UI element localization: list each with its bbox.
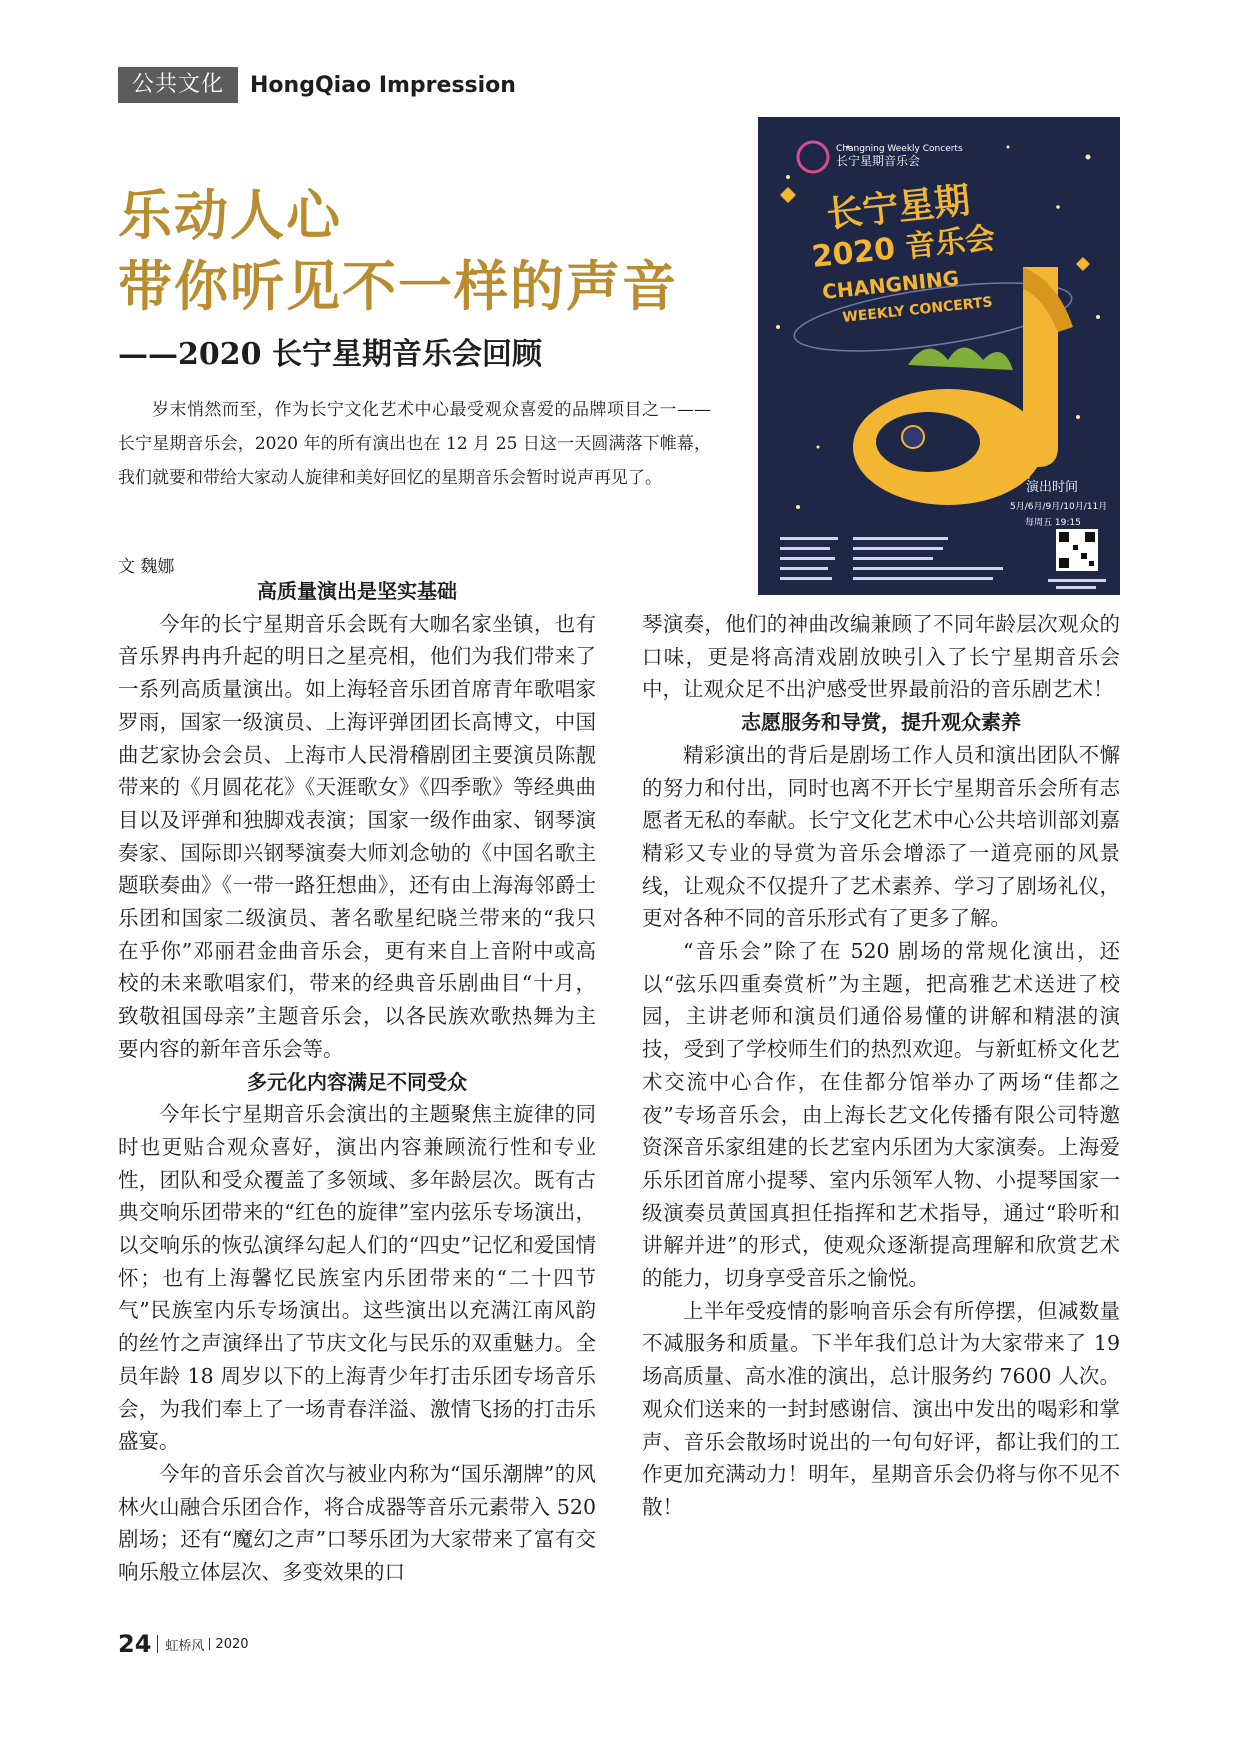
poster-show-time-label: 演出时间 bbox=[1026, 480, 1079, 495]
body-paragraph-continued: 琴演奏，他们的神曲改编兼顾了不同年龄层次观众的口味，更是将高清戏剧放映引入了长宁星期音乐会中，让观众足不出沪感受世界最前沿的音乐剧艺术！ bbox=[642, 612, 1120, 702]
footer-divider bbox=[209, 1638, 210, 1650]
body-paragraph: 今年的音乐会首次与被业内称为“国乐潮牌”的风林火山融合乐团合作，将合成器等音乐元素带入 520 剧场；还有“魔幻之声”口琴乐团为大家带来了富有交响乐般立体层次、多变效果的口 bbox=[118, 1461, 596, 1585]
page-number: 24 bbox=[118, 1630, 152, 1658]
section-heading-volunteer: 志愿服务和导赏，提升观众素养 bbox=[741, 710, 1021, 735]
article-column-left bbox=[118, 575, 596, 1589]
body-paragraph: 今年长宁星期音乐会演出的主题聚焦主旋律的同时也更贴合观众喜好，演出内容兼顾流行性和专业性，团队和受众覆盖了多领域、多年龄层次。既有古典交响乐团带来的“红色的旋律”室内弦乐专场演出，以交响乐的恢弘演绎勾起人们的“四史”记忆和爱国情怀；也有上海馨忆民族室内乐团带来的“二十四节气”民族室内乐专场演出。这些演出以充满江南风韵的丝竹之声演绎出了节庆文化与民乐的双重魅力。全员年龄 18 周岁以下的上海青少年打击乐团专场音乐会，为我们奉上了一场青春洋溢、激情飞扬的打击乐盛宴。 bbox=[118, 1102, 596, 1454]
poster-logo-en: Changning Weekly Concerts bbox=[836, 144, 963, 154]
poster-planet bbox=[902, 426, 924, 448]
article-title-line2: 带你听见不一样的声音 bbox=[118, 254, 678, 318]
body-paragraph: 精彩演出的背后是剧场工作人员和演出团队不懈的努力和付出，同时也离不开长宁星期音乐会所有志愿者无私的奉献。长宁文化艺术中心公共培训部刘嘉精彩又专业的导赏为音乐会增添了一道亮丽的风景线，让观众不仅提升了艺术素养、学习了剧场礼仪，更对各种不同的音乐形式有了更多了解。 bbox=[642, 742, 1120, 931]
poster-show-dates: 5月/6月/9月/10月/11月 bbox=[1010, 502, 1108, 512]
byline: 文 魏娜 bbox=[118, 557, 175, 577]
section-label-en: HongQiao Impression bbox=[250, 72, 516, 98]
lead-paragraph bbox=[118, 393, 711, 495]
poster-title-en1: CHANGNING bbox=[821, 265, 961, 304]
article-title-line1: 乐动人心 bbox=[118, 183, 342, 247]
article-subtitle: ——2020 长宁星期音乐会回顾 bbox=[118, 337, 542, 372]
body-paragraph: 上半年受疫情的影响音乐会有所停摆，但减数量不减服务和质量。下半年我们总计为大家带来了 19 场高质量、高水准的演出，总计服务约 7600 人次。观众们送来的一封封感谢信、演出中发出的喝彩和掌声、音乐会散场时说出的一句句好评，都让我们的工作更加充满动力！明年，星期音乐会仍将与你不见不散！ bbox=[642, 1298, 1120, 1519]
poster-image bbox=[758, 117, 1120, 595]
poster-title-line1: 长宁星期 bbox=[824, 180, 973, 236]
issue-year: 2020 bbox=[215, 1636, 249, 1652]
poster-logo-cn: 长宁星期音乐会 bbox=[836, 154, 921, 168]
poster-title-line2: 2020 音乐会 bbox=[810, 220, 997, 275]
section-heading-quality: 高质量演出是坚实基础 bbox=[257, 579, 457, 603]
poster-title-en2: WEEKLY CONCERTS bbox=[841, 294, 994, 326]
section-label-cn: 公共文化 bbox=[118, 67, 238, 103]
poster-note-hole bbox=[876, 412, 980, 472]
page-footer bbox=[118, 1630, 249, 1658]
poster-show-day: 每周五 19:15 bbox=[1025, 518, 1081, 528]
body-paragraph: 今年的长宁星期音乐会既有大咖名家坐镇，也有音乐界冉冉升起的明日之星亮相，他们为我们带来了一系列高质量演出。如上海轻音乐团首席青年歌唱家罗雨，国家一级演员、上海评弹团团长高博文，中国曲艺家协会会员、上海市人民滑稽剧团主要演员陈靓带来的《月圆花花》《天涯歌女》《四季歌》等经典曲目以及评弹和独脚戏表演；国家一级作曲家、钢琴演奏家、国际即兴钢琴演奏大师刘念劬的《中国名歌主题联奏曲》《一带一路狂想曲》，还有由上海海邻爵士乐团和国家二级演员、著名歌星纪晓兰带来的“我只在乎你”邓丽君金曲音乐会，更有来自上音附中或高校的未来歌唱家们，带来的经典音乐剧曲目“十月，致敬祖国母亲”主题音乐会，以各民族欢歌热舞为主要内容的新年音乐会等。 bbox=[118, 611, 596, 1061]
lead-text: 岁末悄然而至，作为长宁文化艺术中心最受观众喜爱的品牌项目之一——长宁星期音乐会，2020 年的所有演出也在 12 月 25 日这一天圆满落下帷幕，我们就要和带给大家动人旋律和美好回忆的星期音乐会暂时说声再见了。 bbox=[118, 400, 711, 488]
magazine-name: 虹桥风 bbox=[165, 1638, 205, 1654]
section-header bbox=[118, 67, 516, 103]
body-paragraph: “音乐会”除了在 520 剧场的常规化演出，还以“弦乐四重奏赏析”为主题，把高雅艺术送进了校园，主讲老师和演员们通俗易懂的讲解和精湛的演技，受到了学校师生们的热烈欢迎。与新虹桥文化艺术交流中心合作，在佳都分馆举办了两场“佳都之夜”专场音乐会，由上海长艺文化传播有限公司特邀资深音乐家组建的长艺室内乐团为大家演奏。上海爱乐乐团首席小提琴、室内乐领军人物、小提琴国家一级演奏员黄国真担任指挥和艺术指导，通过“聆听和讲解并进”的形式，使观众逐渐提高理解和欣赏艺术的能力，切身享受音乐之愉悦。 bbox=[642, 939, 1120, 1291]
footer-divider bbox=[157, 1635, 158, 1653]
concert-poster bbox=[758, 117, 1120, 595]
section-heading-diversity: 多元化内容满足不同受众 bbox=[247, 1069, 467, 1094]
article-column-right bbox=[642, 608, 1120, 1524]
